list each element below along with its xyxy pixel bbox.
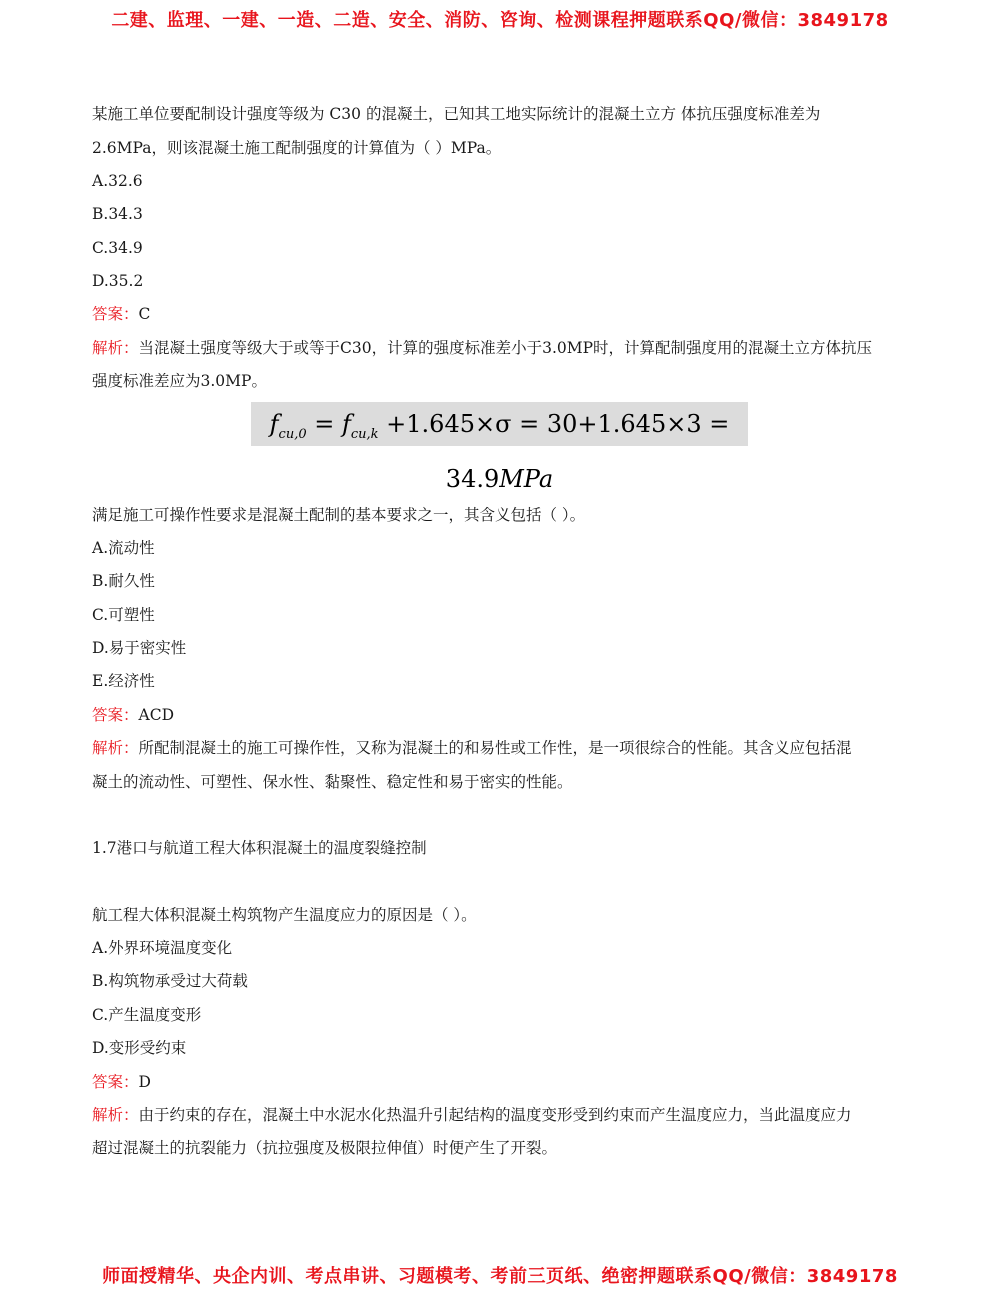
q3-analysis-line2: 超过混凝土的抗裂能力（抗拉强度及极限拉伸值）时便产生了开裂。 <box>92 1139 558 1157</box>
q3-option-b: B.构筑物承受过大荷载 <box>92 972 248 990</box>
answer-label: 答案： <box>92 706 139 724</box>
q2-option-d: D.易于密实性 <box>92 639 187 657</box>
q1-analysis-line1 <box>92 338 872 358</box>
analysis-text: 当混凝土强度等级大于或等于C30，计算的强度标准差小于3.0MP时，计算配制强度用的混凝土立方体抗压 <box>138 339 873 357</box>
header-banner: 二建、监理、一建、一造、二造、安全、消防、咨询、检测课程押题联系QQ/微信：3849178 <box>111 10 889 31</box>
answer-value: C <box>138 305 151 323</box>
q2-option-c: C.可塑性 <box>92 606 155 624</box>
q1-option-d: D.35.2 <box>92 272 144 290</box>
q2-analysis-line1 <box>92 738 852 758</box>
q2-answer <box>92 705 174 725</box>
q3-option-c: C.产生温度变形 <box>92 1006 202 1024</box>
answer-label: 答案： <box>92 305 139 323</box>
q1-analysis-line2: 强度标准差应为3.0MP。 <box>92 372 267 390</box>
footer-banner: 师面授精华、央企内训、考点串讲、习题模考、考前三页纸、绝密押题联系QQ/微信：3849178 <box>102 1266 898 1287</box>
q2-analysis-line2: 凝土的流动性、可塑性、保水性、黏聚性、稳定性和易于密实的性能。 <box>92 773 573 791</box>
q3-stem: 航工程大体积混凝土构筑物产生温度应力的原因是（ ）。 <box>92 906 477 924</box>
analysis-label: 解析： <box>92 1106 139 1124</box>
q1-option-c: C.34.9 <box>92 239 143 257</box>
q3-option-d: D.变形受约束 <box>92 1039 187 1057</box>
analysis-text: 由于约束的存在，混凝土中水泥水化热温升引起结构的温度变形受到约束而产生温度应力，当此温度应力 <box>138 1106 852 1124</box>
q1-stem-line1: 某施工单位要配制设计强度等级为 C30 的混凝土，已知其工地实际统计的混凝土立方 体抗压强度标准差为 <box>92 105 821 123</box>
q1-option-a: A.32.6 <box>92 172 143 190</box>
q2-stem: 满足施工可操作性要求是混凝土配制的基本要求之一，其含义包括（ ）。 <box>92 506 586 524</box>
analysis-text: 所配制混凝土的施工可操作性，又称为混凝土的和易性或工作性，是一项很综合的性能。其含义应包括混 <box>138 739 852 757</box>
q2-option-a: A.流动性 <box>92 539 155 557</box>
q2-option-b: B.耐久性 <box>92 572 155 590</box>
section-title: 1.7港口与航道工程大体积混凝土的温度裂缝控制 <box>92 839 427 857</box>
answer-value: ACD <box>138 706 174 724</box>
q2-option-e: E.经济性 <box>92 672 155 690</box>
q3-answer <box>92 1072 151 1092</box>
answer-value: D <box>138 1073 151 1091</box>
analysis-label: 解析： <box>92 739 139 757</box>
q1-answer <box>92 304 150 324</box>
q1-stem-line2: 2.6MPa，则该混凝土施工配制强度的计算值为（ ）MPa。 <box>92 139 502 157</box>
q1-option-b: B.34.3 <box>92 205 143 223</box>
analysis-label: 解析： <box>92 339 139 357</box>
strength-formula: $f_{cu,0} = f_{cu,k} +1.645\times\sigma = 30+1.645\times 3 = 34.9MPa$ <box>251 402 748 446</box>
q3-option-a: A.外界环境温度变化 <box>92 939 233 957</box>
q3-analysis-line1 <box>92 1105 852 1125</box>
answer-label: 答案： <box>92 1073 139 1091</box>
